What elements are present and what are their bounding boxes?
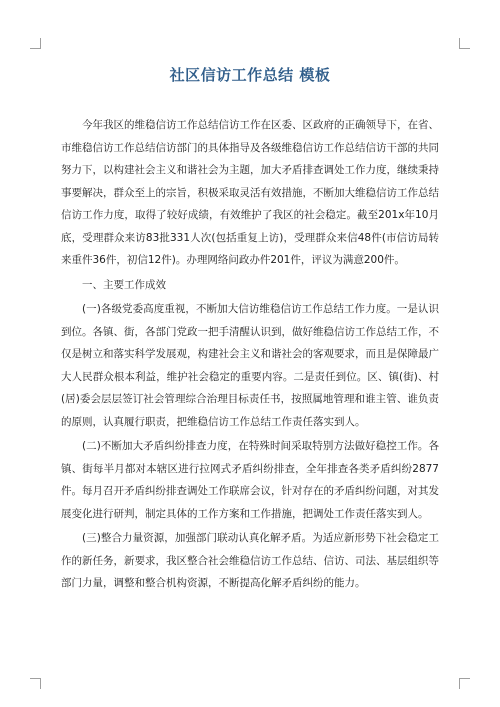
section-heading: 一、主要工作成效: [82, 278, 166, 291]
paragraph-item-3: (三)整合力量资源，加强部门联动认真化解矛盾。为适应新形势下社会稳定工作的新任务，新要求，我区整合社会维稳信访工作总结、信访、司法、基层组织等部门力量，调整和整合机构资源，不断提高化解矛盾纠纷的能力。: [61, 532, 439, 589]
paragraph-item-1: (一)各级党委高度重视，不断加大信访维稳信访工作总结工作力度。一是认识到位。各镇、街，各部门党政一把手清醒认识到，做好维稳信访工作总结工作，不仅是树立和落实科学发展观，构建社会主义和谐社会的客观要求，而且是保障最广大人民群众根本利益，维护社会稳定的重要内容。二是责任到位。区、镇(街)、村(居)委会层层签订社会管理综合治理目标责任书，按照属地管理和谁主管、谁负责的原则，认真履行职责，把维稳信访工作总结工作责任落实到人。: [61, 303, 439, 428]
crop-mark-top-left: [30, 38, 41, 49]
document-title: 社区信访工作总结 模板: [169, 66, 331, 84]
paragraph-item-2: (二)不断加大矛盾纠纷排查力度，在特殊时间采取特别方法做好稳控工作。各镇、街每半月都对本辖区进行拉网式矛盾纠纷排查，全年排查各类矛盾纠纷2877件。每月召开矛盾纠纷排查调处工作联席会议，针对存在的矛盾纠纷问题，对其发展变化进行研判，制定具体的工作方案和工作措施，把调处工作责任落实到人。: [61, 440, 439, 520]
paragraph-intro: 今年我区的维稳信访工作总结信访工作在区委、区政府的正确领导下，在省、市维稳信访工作总结信访部门的具体指导及各级维稳信访工作总结信访干部的共同努力下，以构建社会主义和谐社会为主题，加大矛盾排查调处工作力度，继续秉持事要解决，群众至上的宗旨，积极采取灵活有效措施，不断加大维稳信访工作总结信访工作力度，取得了较好成绩，有效维护了我区的社会稳定。截至201x年10月底，受理群众来访83批331人次(包括重复上访)，受理群众来信48件(市信访局转来重件36件，初信12件)。办理网络问政办件201件，评议为满意200件。: [61, 119, 439, 266]
document-page: [61, 66, 439, 597]
crop-mark-bottom-right: [459, 678, 470, 689]
crop-mark-top-right: [459, 38, 470, 49]
crop-mark-bottom-left: [30, 678, 41, 689]
